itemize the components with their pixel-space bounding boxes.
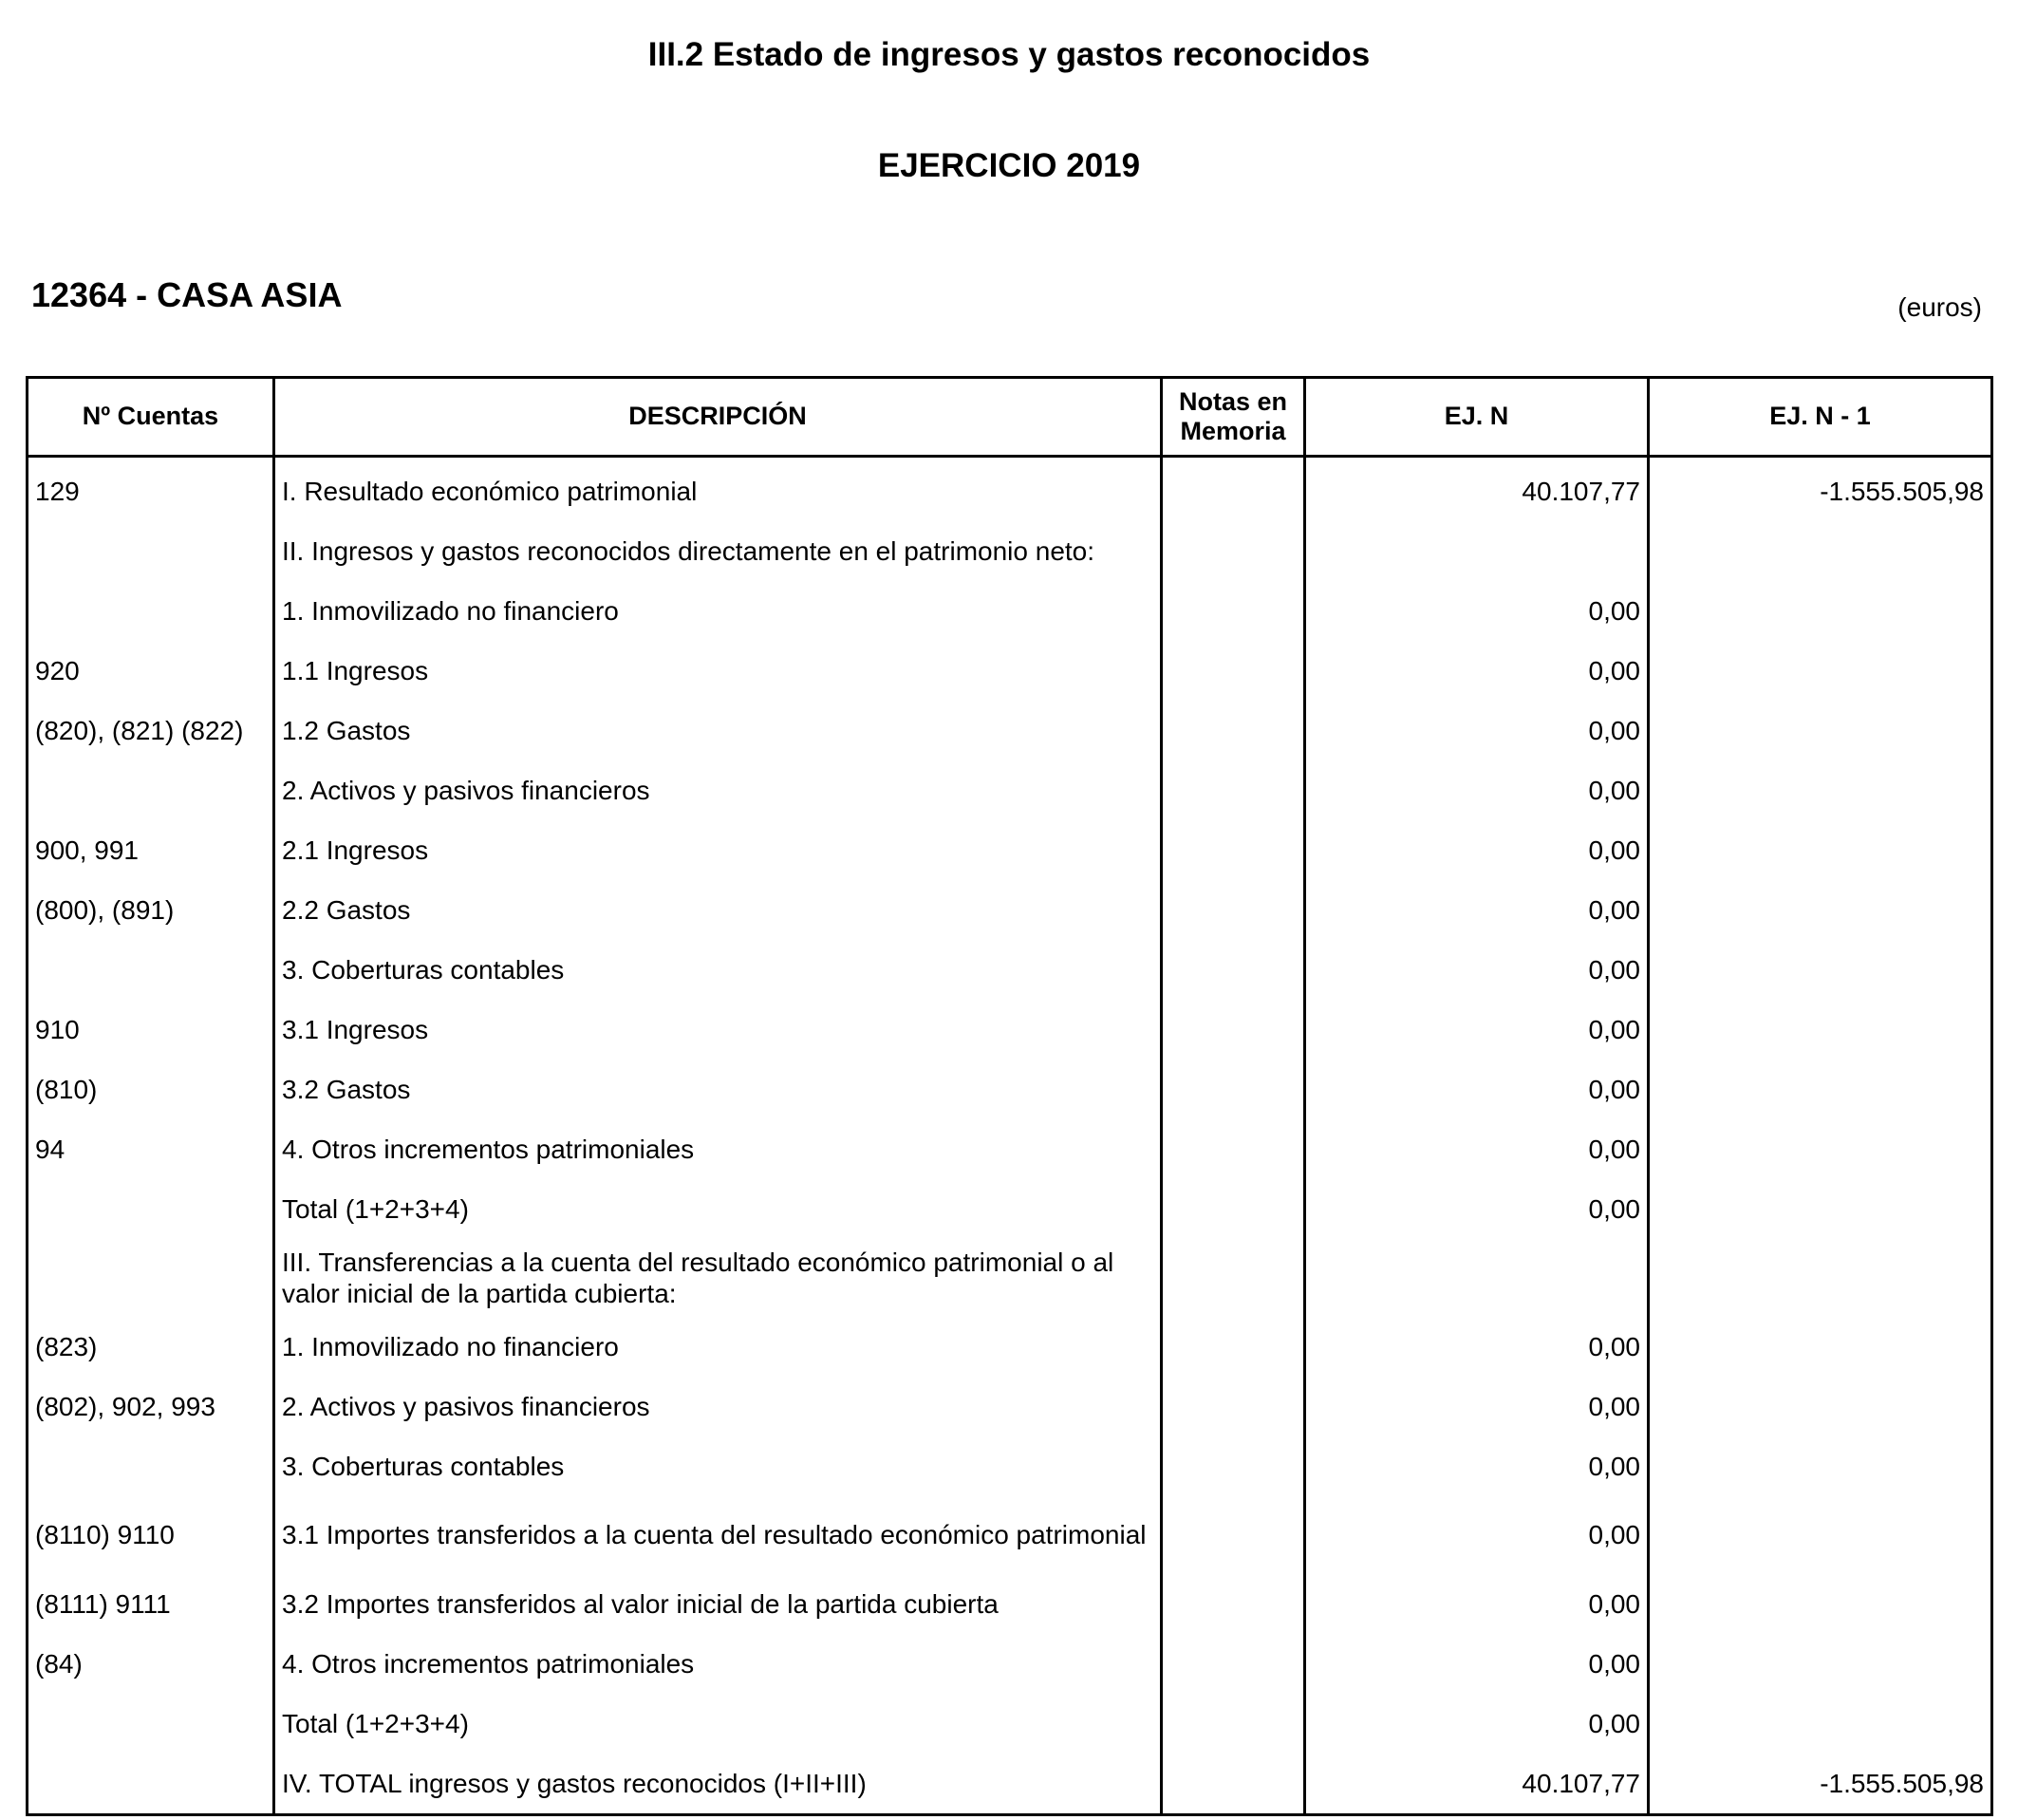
cell-description: 3.1 Importes transferidos a la cuenta del resultado económico patrimonial	[274, 1496, 1162, 1574]
cell-notes	[1162, 1634, 1305, 1694]
cell-description: IV. TOTAL ingresos y gastos reconocidos (I+II+III)	[274, 1754, 1162, 1815]
cell-notes	[1162, 1496, 1305, 1574]
cell-description: III. Transferencias a la cuenta del resultado económico patrimonial o al valor inicial de la partida cubierta:	[274, 1239, 1162, 1317]
cell-current-year: 40.107,77	[1305, 1754, 1649, 1815]
cell-current-year: 0,00	[1305, 1000, 1649, 1060]
cell-current-year: 0,00	[1305, 581, 1649, 641]
table-row	[28, 1574, 1992, 1634]
exercise-year: EJERCICIO 2019	[877, 147, 1141, 184]
cell-notes	[1162, 820, 1305, 880]
cell-current-year: 0,00	[1305, 820, 1649, 880]
cell-current-year: 0,00	[1305, 940, 1649, 1000]
cell-accounts	[28, 1179, 274, 1239]
entity-name: 12364 - CASA ASIA	[31, 275, 343, 314]
cell-description: 4. Otros incrementos patrimoniales	[274, 1634, 1162, 1694]
column-header-previous-year: EJ. N - 1	[1649, 378, 1992, 457]
cell-accounts: (800), (891)	[28, 880, 274, 940]
table-row	[28, 1179, 1992, 1239]
cell-notes	[1162, 1377, 1305, 1436]
table-row	[28, 1634, 1992, 1694]
cell-description: Total (1+2+3+4)	[274, 1694, 1162, 1754]
cell-current-year: 0,00	[1305, 880, 1649, 940]
cell-previous-year	[1649, 1000, 1992, 1060]
cell-previous-year	[1649, 581, 1992, 641]
table-row	[28, 1377, 1992, 1436]
cell-accounts: 94	[28, 1119, 274, 1179]
cell-description: 2. Activos y pasivos financieros	[274, 760, 1162, 820]
cell-description: I. Resultado económico patrimonial	[274, 457, 1162, 522]
cell-notes	[1162, 1436, 1305, 1496]
table-row	[28, 880, 1992, 940]
table-row	[28, 1317, 1992, 1377]
column-header-notes-line1: Notas en	[1178, 386, 1288, 416]
cell-previous-year	[1649, 1496, 1992, 1574]
table-row	[28, 1496, 1992, 1574]
table-row	[28, 581, 1992, 641]
table-row	[28, 1436, 1992, 1496]
cell-notes	[1162, 1239, 1305, 1317]
column-header-notes-line2: Memoria	[1180, 417, 1286, 445]
cell-accounts	[28, 1436, 274, 1496]
cell-description: 4. Otros incrementos patrimoniales	[274, 1119, 1162, 1179]
cell-current-year	[1305, 521, 1649, 581]
cell-notes	[1162, 1060, 1305, 1119]
cell-current-year: 0,00	[1305, 1694, 1649, 1754]
cell-accounts: 910	[28, 1000, 274, 1060]
cell-previous-year	[1649, 521, 1992, 581]
cell-current-year: 0,00	[1305, 1574, 1649, 1634]
table-row	[28, 1239, 1992, 1317]
cell-previous-year: -1.555.505,98	[1649, 1754, 1992, 1815]
cell-notes	[1162, 880, 1305, 940]
cell-accounts: 920	[28, 641, 274, 701]
table-row	[28, 457, 1992, 522]
cell-previous-year	[1649, 701, 1992, 760]
table-row	[28, 521, 1992, 581]
cell-previous-year	[1649, 1317, 1992, 1377]
table-row	[28, 760, 1992, 820]
cell-accounts: (8110) 9110	[28, 1496, 274, 1574]
cell-previous-year	[1649, 1694, 1992, 1754]
cell-description: II. Ingresos y gastos reconocidos directamente en el patrimonio neto:	[274, 521, 1162, 581]
cell-current-year: 40.107,77	[1305, 457, 1649, 522]
currency-unit: (euros)	[1897, 292, 1982, 322]
cell-notes	[1162, 457, 1305, 522]
cell-previous-year	[1649, 760, 1992, 820]
cell-accounts	[28, 581, 274, 641]
cell-accounts: 900, 991	[28, 820, 274, 880]
cell-previous-year	[1649, 1436, 1992, 1496]
cell-current-year: 0,00	[1305, 1496, 1649, 1574]
cell-previous-year	[1649, 641, 1992, 701]
cell-notes	[1162, 1000, 1305, 1060]
cell-accounts: (802), 902, 993	[28, 1377, 274, 1436]
cell-accounts: (820), (821) (822)	[28, 701, 274, 760]
cell-previous-year	[1649, 820, 1992, 880]
cell-description: 3. Coberturas contables	[274, 940, 1162, 1000]
cell-accounts: (84)	[28, 1634, 274, 1694]
cell-previous-year	[1649, 1574, 1992, 1634]
cell-notes	[1162, 1179, 1305, 1239]
cell-notes	[1162, 701, 1305, 760]
cell-accounts	[28, 760, 274, 820]
cell-notes	[1162, 940, 1305, 1000]
table-row	[28, 641, 1992, 701]
table-row	[28, 940, 1992, 1000]
table-row	[28, 1000, 1992, 1060]
cell-notes	[1162, 760, 1305, 820]
cell-description: 3.2 Importes transferidos al valor inicial de la partida cubierta	[274, 1574, 1162, 1634]
cell-description: 1. Inmovilizado no financiero	[274, 581, 1162, 641]
cell-description: 1. Inmovilizado no financiero	[274, 1317, 1162, 1377]
cell-previous-year	[1649, 880, 1992, 940]
cell-accounts: 129	[28, 457, 274, 522]
cell-current-year: 0,00	[1305, 1377, 1649, 1436]
table-row	[28, 820, 1992, 880]
cell-notes	[1162, 1754, 1305, 1815]
cell-accounts	[28, 521, 274, 581]
cell-accounts: (823)	[28, 1317, 274, 1377]
cell-previous-year	[1649, 940, 1992, 1000]
cell-notes	[1162, 521, 1305, 581]
cell-current-year: 0,00	[1305, 641, 1649, 701]
cell-description: 3.2 Gastos	[274, 1060, 1162, 1119]
cell-current-year: 0,00	[1305, 760, 1649, 820]
cell-accounts: (8111) 9111	[28, 1574, 274, 1634]
cell-description: 1.2 Gastos	[274, 701, 1162, 760]
cell-accounts	[28, 1754, 274, 1815]
cell-previous-year	[1649, 1119, 1992, 1179]
cell-current-year: 0,00	[1305, 1179, 1649, 1239]
cell-current-year: 0,00	[1305, 701, 1649, 760]
income-expense-statement-table	[26, 376, 1993, 1816]
table-header-row	[28, 378, 1992, 457]
cell-notes	[1162, 1119, 1305, 1179]
table-row	[28, 1119, 1992, 1179]
cell-current-year: 0,00	[1305, 1119, 1649, 1179]
cell-description: 3.1 Ingresos	[274, 1000, 1162, 1060]
cell-previous-year	[1649, 1060, 1992, 1119]
cell-current-year: 0,00	[1305, 1436, 1649, 1496]
cell-notes	[1162, 641, 1305, 701]
column-header-notes	[1162, 378, 1305, 457]
cell-description: Total (1+2+3+4)	[274, 1179, 1162, 1239]
cell-current-year: 0,00	[1305, 1317, 1649, 1377]
cell-current-year: 0,00	[1305, 1060, 1649, 1119]
table-row	[28, 1694, 1992, 1754]
cell-description: 3. Coberturas contables	[274, 1436, 1162, 1496]
cell-notes	[1162, 1317, 1305, 1377]
cell-description: 2.1 Ingresos	[274, 820, 1162, 880]
column-header-accounts: Nº Cuentas	[28, 378, 274, 457]
table-body	[28, 457, 1992, 1815]
cell-description: 1.1 Ingresos	[274, 641, 1162, 701]
cell-notes	[1162, 1574, 1305, 1634]
cell-notes	[1162, 581, 1305, 641]
cell-accounts: (810)	[28, 1060, 274, 1119]
table-row	[28, 1754, 1992, 1815]
cell-description: 2.2 Gastos	[274, 880, 1162, 940]
table-row	[28, 1060, 1992, 1119]
column-header-current-year: EJ. N	[1305, 378, 1649, 457]
cell-current-year: 0,00	[1305, 1634, 1649, 1694]
cell-accounts	[28, 1239, 274, 1317]
cell-description: 2. Activos y pasivos financieros	[274, 1377, 1162, 1436]
cell-previous-year	[1649, 1239, 1992, 1317]
table-row	[28, 701, 1992, 760]
column-header-description: DESCRIPCIÓN	[274, 378, 1162, 457]
cell-previous-year	[1649, 1634, 1992, 1694]
cell-previous-year	[1649, 1179, 1992, 1239]
document-title: III.2 Estado de ingresos y gastos reconocidos	[647, 36, 1371, 73]
cell-accounts	[28, 940, 274, 1000]
cell-accounts	[28, 1694, 274, 1754]
cell-notes	[1162, 1694, 1305, 1754]
cell-previous-year	[1649, 1377, 1992, 1436]
cell-current-year	[1305, 1239, 1649, 1317]
cell-previous-year: -1.555.505,98	[1649, 457, 1992, 522]
